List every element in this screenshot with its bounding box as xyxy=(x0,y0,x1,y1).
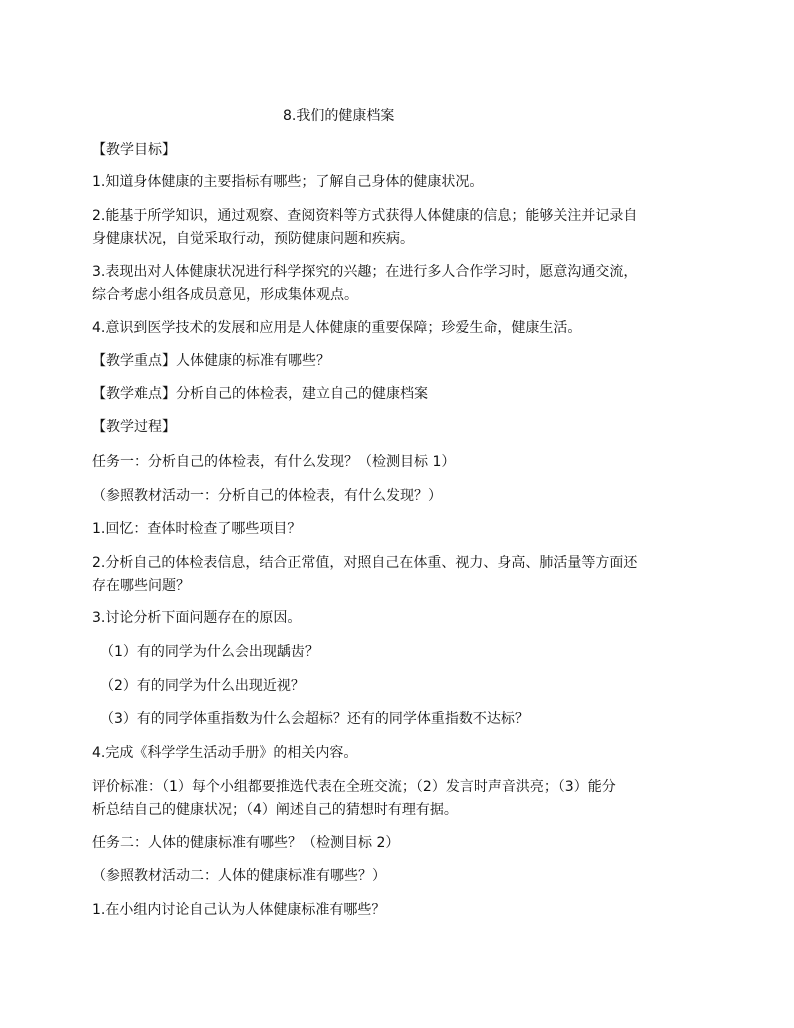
question-3: （3）有的同学体重指数为什么会超标？还有的同学体重指数不达标？ xyxy=(100,711,529,727)
section-heading-process: 【教学过程】 xyxy=(92,419,176,435)
difficult-point: 【教学难点】分析自己的体检表，建立自己的健康档案 xyxy=(92,386,428,402)
task-2-heading: 任务二：人体的健康标准有哪些？（检测目标 2） xyxy=(92,835,400,851)
key-point: 【教学重点】人体健康的标准有哪些？ xyxy=(92,353,330,369)
task-2-step-1: 1.在小组内讨论自己认为人体健康标准有哪些？ xyxy=(92,902,386,918)
objective-3-line-1: 3.表现出对人体健康状况进行科学探究的兴趣；在进行多人合作学习时，愿意沟通交流， xyxy=(92,264,638,280)
objective-4: 4.意识到医学技术的发展和应用是人体健康的重要保障；珍爱生命，健康生活。 xyxy=(92,320,582,336)
task-1-step-2-line-1: 2.分析自己的体检表信息，结合正常值，对照自己在体重、视力、身高、肺活量等方面还 xyxy=(92,555,638,571)
objective-2-line-1: 2.能基于所学知识，通过观察、查阅资料等方式获得人体健康的信息；能够关注并记录自 xyxy=(92,208,638,224)
document-title: 8.我们的健康档案 xyxy=(283,108,395,124)
task-1-reference: （参照教材活动一：分析自己的体检表，有什么发现？） xyxy=(92,488,442,504)
question-2: （2）有的同学为什么出现近视？ xyxy=(100,678,305,694)
task-1-heading: 任务一：分析自己的体检表，有什么发现？（检测目标 1） xyxy=(92,454,456,470)
evaluation-line-2: 析总结自己的健康状况；（4）阐述自己的猜想时有理有据。 xyxy=(92,802,458,818)
task-1-step-1: 1.回忆：查体时检查了哪些项目？ xyxy=(92,521,302,537)
objective-2-line-2: 身健康状况，自觉采取行动，预防健康问题和疾病。 xyxy=(92,231,414,247)
task-1-step-2-line-2: 存在哪些问题？ xyxy=(92,578,190,594)
task-1-step-4: 4.完成《科学学生活动手册》的相关内容。 xyxy=(92,745,358,761)
evaluation-line-1: 评价标准：（1）每个小组都要推选代表在全班交流；（2）发言时声音洪亮；（3）能分 xyxy=(92,779,616,795)
objective-3-line-2: 综合考虑小组各成员意见，形成集体观点。 xyxy=(92,287,358,303)
task-2-reference: （参照教材活动二：人体的健康标准有哪些？） xyxy=(92,868,386,884)
section-heading-objectives: 【教学目标】 xyxy=(92,142,176,158)
objective-1: 1.知道身体健康的主要指标有哪些；了解自己身体的健康状况。 xyxy=(92,174,484,190)
task-1-step-3: 3.讨论分析下面问题存在的原因。 xyxy=(92,610,302,626)
question-1: （1）有的同学为什么会出现龋齿？ xyxy=(100,644,319,660)
